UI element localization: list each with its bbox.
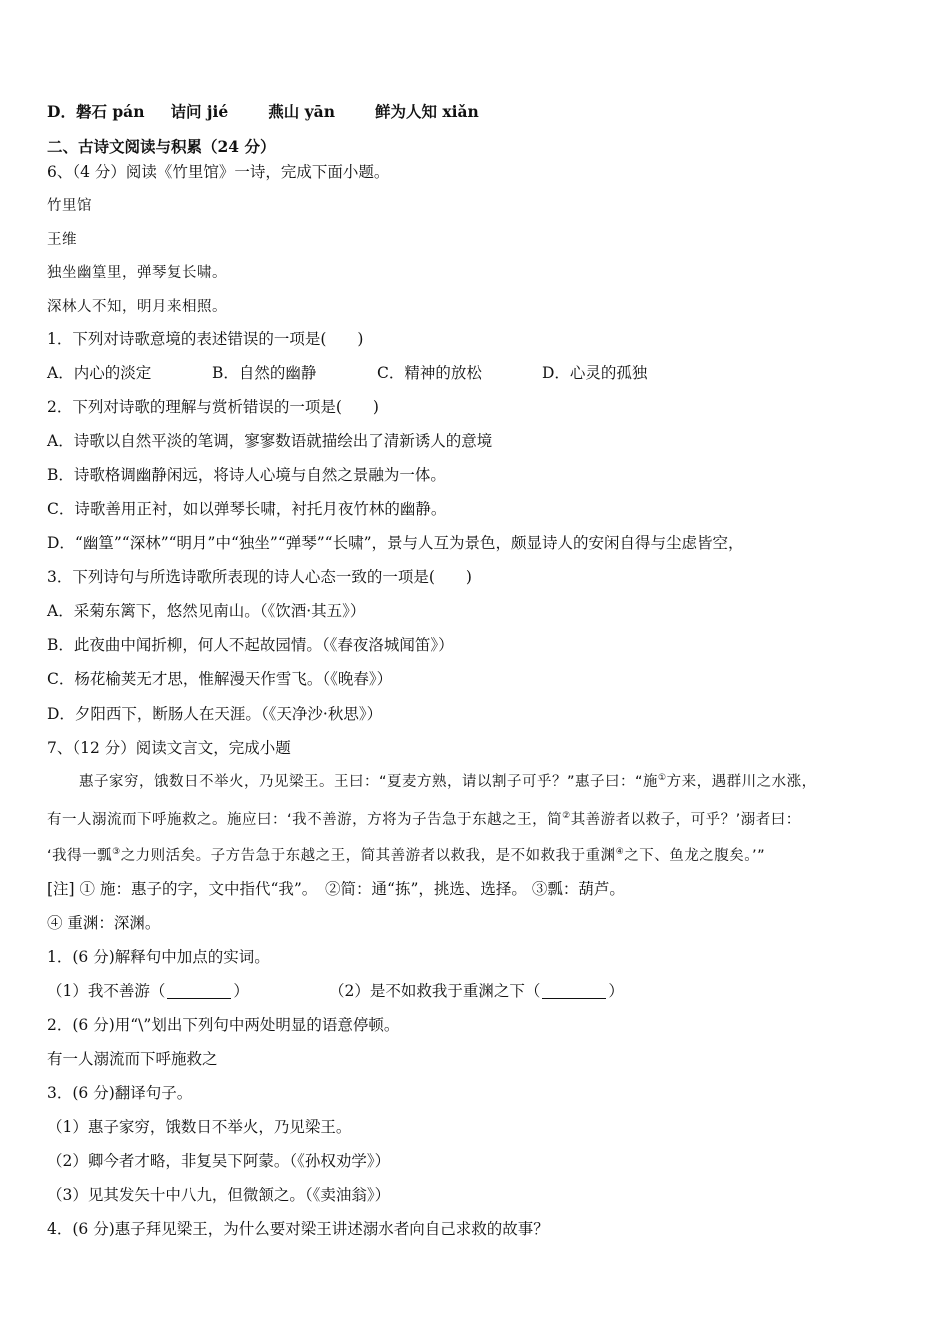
footnote-marker: ① bbox=[658, 773, 667, 783]
blank-prompt: （1）我不善游（ bbox=[47, 982, 166, 1000]
q6-sub1-option-d: D．心灵的孤独 bbox=[542, 364, 648, 382]
q5-option-d-item-1: 磐石 pán bbox=[75, 102, 145, 121]
blank-close: ） bbox=[608, 982, 624, 1000]
passage-text: 有一人溺流而下呼施救之。施应曰：‘我不善游，方将为子告急于东越之王，简 bbox=[47, 812, 563, 828]
footnote-marker: ③ bbox=[112, 847, 121, 857]
q6-sub1-options bbox=[47, 362, 647, 384]
poem-line-2: 深林人不知，明月来相照。 bbox=[47, 299, 227, 315]
q6-sub3-option-b: B．此夜曲中闻折柳，何人不起故园情。（《春夜洛城闻笛》） bbox=[47, 636, 454, 654]
passage-text: 惠子家穷，饿数日不举火，乃见梁王。王曰：“夏麦方熟，请以割子可乎？”惠子曰：“施 bbox=[79, 774, 659, 790]
q7-sub1-blanks bbox=[47, 980, 624, 1002]
q6-intro: 6、（4 分）阅读《竹里馆》一诗，完成下面小题。 bbox=[47, 163, 390, 181]
passage-line-2 bbox=[47, 809, 801, 831]
q6-sub1-option-c: C．精神的放松 bbox=[377, 364, 482, 382]
passage-text: 其善游者以救子，可乎？’溺者曰： bbox=[570, 812, 801, 828]
footnote-marker: ④ bbox=[615, 847, 625, 857]
q5-option-d-label: D． bbox=[47, 102, 76, 121]
q6-sub1-stem: 1．下列对诗歌意境的表述错误的一项是( ) bbox=[47, 330, 364, 348]
q6-sub1-option-b: B．自然的幽静 bbox=[212, 364, 317, 382]
notes-line-1: [注] ① 施：惠子的字，文中指代“我”。 ②简：通“拣”，挑选、选择。 ③瓢：葫芦。 bbox=[47, 880, 625, 898]
passage-line-1 bbox=[79, 771, 817, 793]
answer-blank[interactable] bbox=[542, 984, 606, 999]
q6-sub3-stem: 3．下列诗句与所选诗歌所表现的诗人心态一致的一项是( ) bbox=[47, 568, 472, 586]
q5-option-d-item-2: 诘问 jié bbox=[170, 102, 229, 121]
poem-line-1: 独坐幽篁里，弹琴复长啸。 bbox=[47, 265, 227, 281]
q6-sub2-option-d: D．“幽篁”“深林”“明月”中“独坐”“弹琴”“长啸”，景与人互为景色，颇显诗人的安闲自得与尘虑皆空， bbox=[47, 534, 744, 552]
q7-intro: 7、（12 分）阅读文言文，完成小题 bbox=[47, 739, 291, 757]
blank-close: ） bbox=[233, 982, 249, 1000]
q7-sub3-item-2: （2）卿今者才略，非复吴下阿蒙。（《孙权劝学》） bbox=[47, 1152, 391, 1170]
q7-sub2-text: 有一人溺流而下呼施救之 bbox=[47, 1050, 218, 1068]
q6-sub2-option-a: A．诗歌以自然平淡的笔调，寥寥数语就描绘出了清新诱人的意境 bbox=[47, 432, 493, 450]
q7-sub3-stem: 3．(6 分)翻译句子。 bbox=[47, 1084, 193, 1102]
q6-sub1-option-a: A．内心的淡定 bbox=[47, 364, 152, 382]
q6-sub3-option-c: C．杨花榆荚无才思，惟解漫天作雪飞。（《晚春》） bbox=[47, 670, 393, 688]
q6-sub3-option-d: D．夕阳西下，断肠人在天涯。（《天净沙·秋思》） bbox=[47, 705, 383, 723]
passage-text: 方来，遇群川之水涨， bbox=[666, 774, 817, 790]
passage-text: 之力则活矣。子方告急于东越之王，简其善游者以救我，是不如救我于重渊 bbox=[120, 848, 616, 864]
q7-sub4-stem: 4．(6 分)惠子拜见梁王，为什么要对梁王讲述溺水者向自己求救的故事？ bbox=[47, 1220, 549, 1238]
poem-author: 王维 bbox=[47, 232, 77, 248]
answer-blank[interactable] bbox=[167, 984, 231, 999]
q7-sub3-item-1: （1）惠子家穷，饿数日不举火，乃见梁王。 bbox=[47, 1118, 352, 1136]
notes-line-2: ④ 重渊：深渊。 bbox=[47, 914, 161, 932]
passage-line-3 bbox=[47, 845, 765, 867]
q5-option-d-item-4: 鲜为人知 xiǎn bbox=[374, 102, 479, 121]
q6-sub3-option-a: A．采菊东篱下，悠然见南山。（《饮酒·其五》） bbox=[47, 602, 366, 620]
q7-sub1-stem: 1．(6 分)解释句中加点的实词。 bbox=[47, 948, 270, 966]
passage-text: ‘我得一瓢 bbox=[47, 848, 113, 864]
passage-text: 之下、鱼龙之腹矣。’” bbox=[624, 848, 766, 864]
q7-sub3-item-3: （3）见其发矢十中八九，但微颔之。（《卖油翁》） bbox=[47, 1186, 391, 1204]
q7-sub2-stem: 2．(6 分)用“\”划出下列句中两处明显的语意停顿。 bbox=[47, 1016, 400, 1034]
q6-sub2-option-c: C．诗歌善用正衬，如以弹琴长啸，衬托月夜竹林的幽静。 bbox=[47, 500, 447, 518]
q6-sub2-stem: 2．下列对诗歌的理解与赏析错误的一项是( ) bbox=[47, 398, 379, 416]
section-heading: 二、古诗文阅读与积累（24 分） bbox=[47, 137, 276, 156]
poem-title: 竹里馆 bbox=[47, 198, 92, 214]
q5-option-d-item-3: 燕山 yān bbox=[268, 102, 335, 121]
blank-prompt: （2）是不如救我于重渊之下（ bbox=[329, 982, 541, 1000]
q6-sub2-option-b: B．诗歌格调幽静闲远，将诗人心境与自然之景融为一体。 bbox=[47, 466, 446, 484]
q5-option-d bbox=[47, 101, 479, 123]
footnote-marker: ② bbox=[562, 811, 571, 821]
